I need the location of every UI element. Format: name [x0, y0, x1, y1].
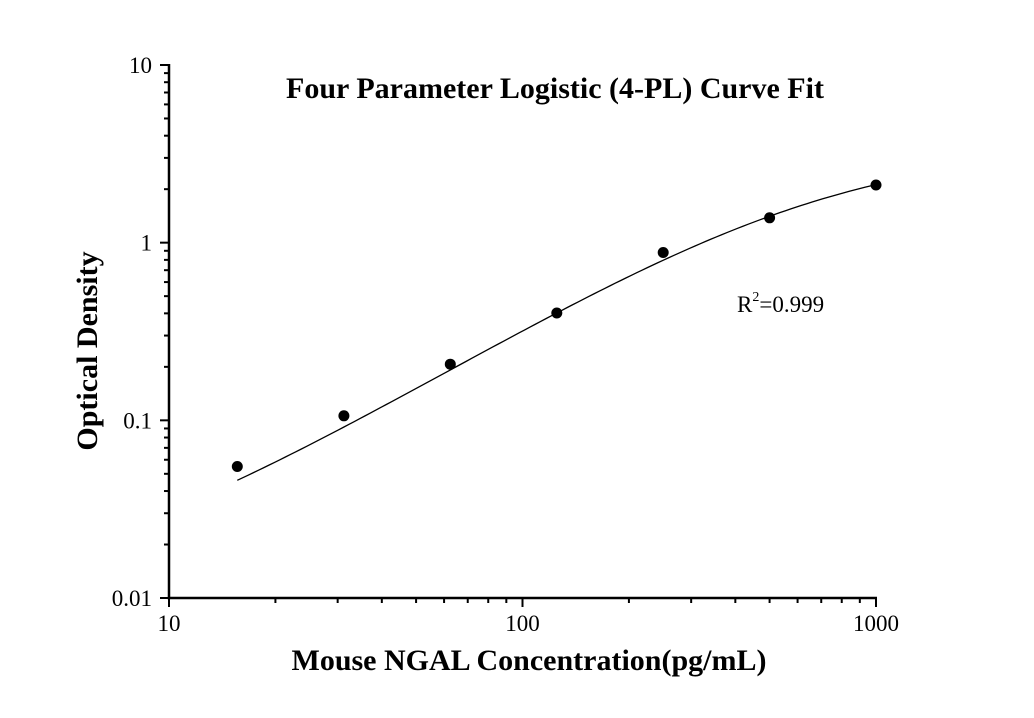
data-point-marker — [871, 180, 882, 191]
r-squared-value: =0.999 — [759, 292, 825, 317]
r-squared-superscript: 2 — [752, 290, 760, 306]
data-point-marker — [551, 308, 562, 319]
y-axis-label: Optical Density — [71, 251, 104, 451]
data-point-marker — [764, 212, 775, 223]
y-tick-label: 10 — [129, 52, 152, 78]
r-squared-base: R — [737, 292, 753, 317]
x-tick-label: 1000 — [853, 611, 899, 636]
fit-curve-line — [237, 185, 876, 481]
r-squared-annotation — [737, 292, 824, 318]
data-point-marker — [445, 359, 456, 370]
data-point-marker — [658, 247, 669, 258]
x-axis-label: Mouse NGAL Concentration(pg/mL) — [291, 644, 767, 677]
chart-title: Four Parameter Logistic (4-PL) Curve Fit — [286, 72, 824, 105]
data-point-marker — [232, 461, 243, 472]
x-tick-label: 100 — [505, 611, 540, 636]
x-tick-label: 10 — [157, 611, 181, 636]
y-tick-label: 1 — [140, 230, 152, 256]
data-point-marker — [338, 410, 349, 421]
y-tick-label: 0.01 — [111, 586, 152, 611]
y-tick-label: 0.1 — [123, 408, 152, 434]
